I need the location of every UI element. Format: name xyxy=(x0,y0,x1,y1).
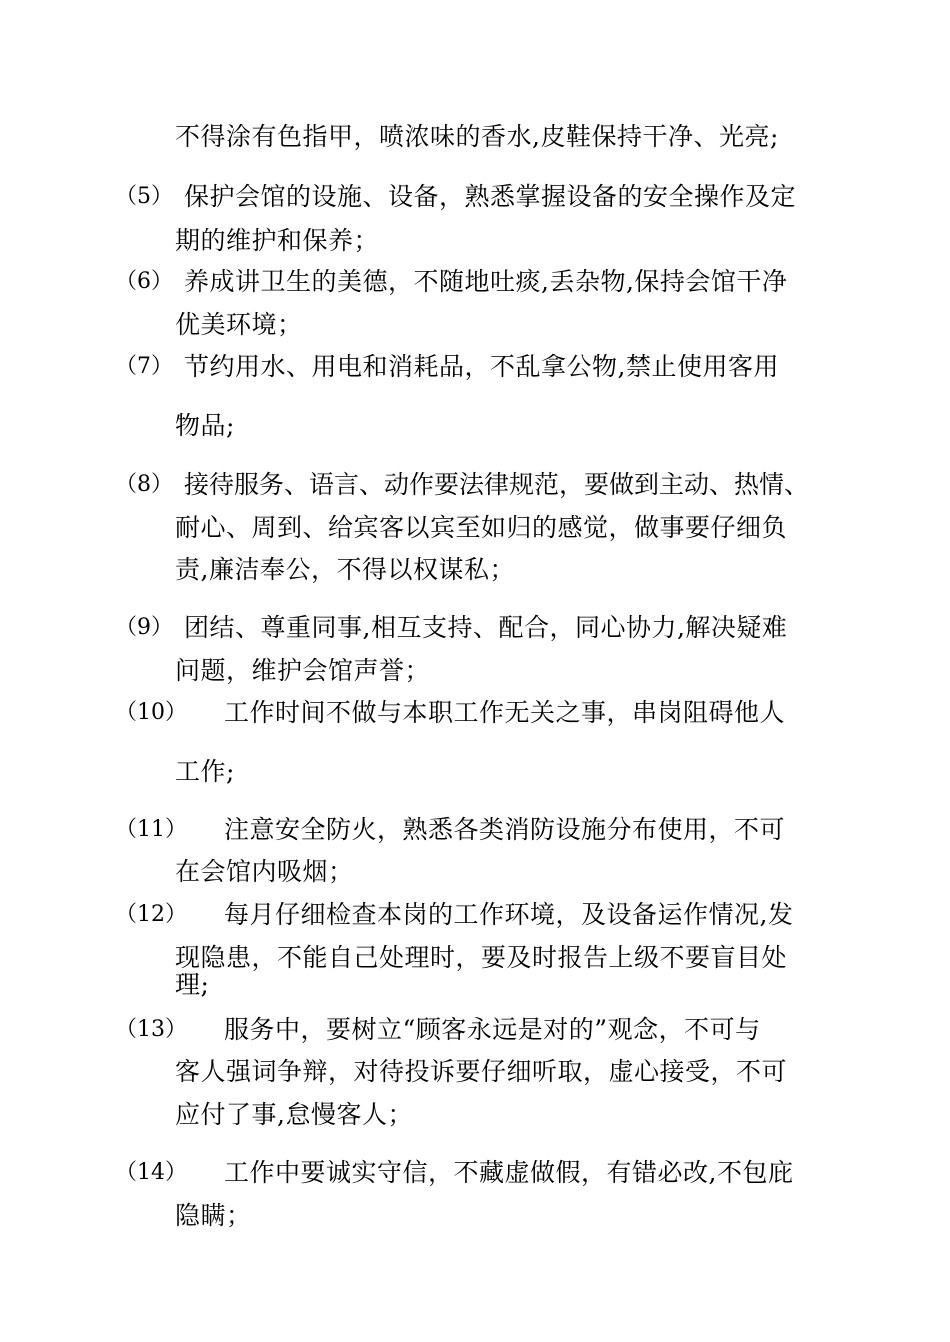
item-12-line-2: 现隐患，不能自己处理时，要及时报告上级不要盲目处 xyxy=(175,943,788,972)
item-11-line-2: 在会馆内吸烟； xyxy=(175,857,354,886)
item-7-line-1: 节约用水、用电和消耗品，不乱拿公物,禁止使用客用 xyxy=(184,352,779,381)
item-9-line-2: 问题，维护会馆声誉； xyxy=(175,656,431,685)
item-12-number: （12） xyxy=(115,902,187,927)
item-9-line-1: 团结、尊重同事,相互支持、配合，同心协力,解决疑难 xyxy=(184,613,788,642)
item-13-line-2: 客人强词争辩，对待投诉要仔细听取，虚心接受，不可 xyxy=(175,1057,788,1086)
item-6-number: （6） xyxy=(115,269,173,294)
item-11-number: （11） xyxy=(115,817,187,842)
item-8-line-1: 接待服务、语言、动作要法律规范，要做到主动、热情、 xyxy=(184,470,810,499)
item-10-number: （10） xyxy=(115,700,187,725)
item-6-line-2: 优美环境； xyxy=(175,310,303,339)
item-8-line-3: 责,廉洁奉公，不得以权谋私； xyxy=(175,555,515,584)
item-7-number: （7） xyxy=(115,354,173,379)
item-13-line-3: 应付了事,怠慢客人； xyxy=(175,1100,413,1129)
item-5-line-1: 保护会馆的设施、设备，熟悉掌握设备的安全操作及定 xyxy=(184,182,797,211)
item-13-number: （13） xyxy=(115,1017,187,1042)
item-6-line-1: 养成讲卫生的美德，不随地吐痰,丢杂物,保持会馆干净 xyxy=(184,267,788,296)
item-5-number: （5） xyxy=(115,184,173,209)
item-13-line-1: 服务中，要树立“顾客永远是对的”观念，不可与 xyxy=(224,1015,761,1044)
intro-line: 不得涂有色指甲，喷浓味的香水,皮鞋保持干净、光亮; xyxy=(175,122,779,151)
item-12-line-1: 每月仔细检查本岗的工作环境，及设备运作情况,发 xyxy=(224,900,794,929)
item-5-line-2: 期的维护和保养； xyxy=(175,226,380,255)
item-14-line-1: 工作中要诚实守信，不藏虚做假，有错必改,不包庇 xyxy=(224,1158,794,1187)
item-14-line-2: 隐瞒； xyxy=(175,1201,252,1230)
item-12-line-3: 理; xyxy=(175,970,210,999)
item-9-number: （9） xyxy=(115,615,173,640)
item-10-line-2: 工作; xyxy=(175,757,235,786)
item-7-line-2: 物品; xyxy=(175,411,235,440)
item-11-line-1: 注意安全防火，熟悉各类消防设施分布使用，不可 xyxy=(224,815,786,844)
item-8-line-2: 耐心、周到、给宾客以宾至如归的感觉，做事要仔细负 xyxy=(175,513,788,542)
item-14-number: （14） xyxy=(115,1160,187,1185)
item-8-number: （8） xyxy=(115,472,173,497)
item-10-line-1: 工作时间不做与本职工作无关之事，串岗阻碍他人 xyxy=(224,698,786,727)
